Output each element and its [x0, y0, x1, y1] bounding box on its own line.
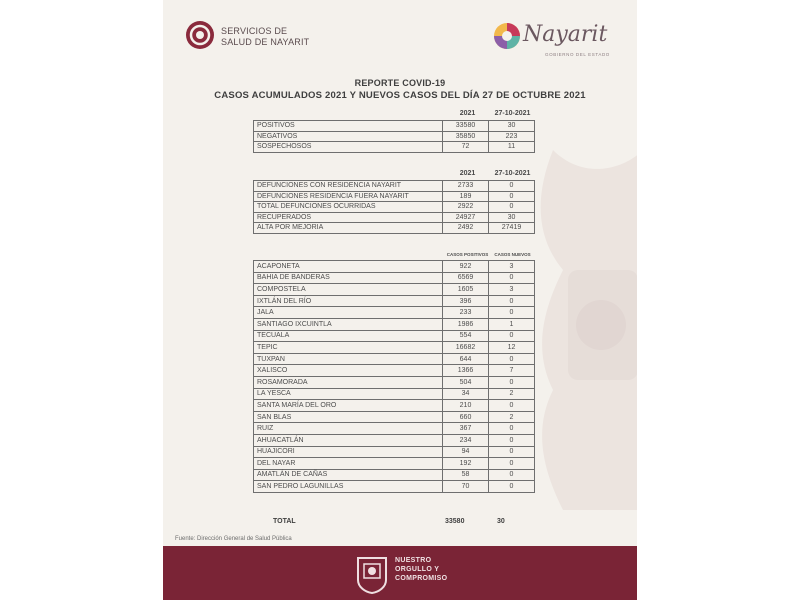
slogan	[395, 556, 447, 583]
row-value-day: 223	[489, 131, 535, 142]
positive-cases: 16682	[443, 342, 489, 354]
slogan-line2: ORGULLO Y	[395, 566, 440, 573]
t3-header-new: CASOS NUEVOS	[494, 252, 531, 257]
table-row	[254, 365, 535, 377]
new-cases: 0	[489, 458, 535, 470]
positive-cases: 58	[443, 469, 489, 481]
t2-header-date: 27-10-2021	[494, 170, 531, 177]
row-value-day: 30	[489, 121, 535, 132]
table-row	[254, 295, 535, 307]
table-row	[254, 469, 535, 481]
new-cases: 0	[489, 423, 535, 435]
positive-cases: 234	[443, 434, 489, 446]
total-label: TOTAL	[273, 518, 296, 525]
positive-cases: 233	[443, 307, 489, 319]
left-logo-line1: SERVICIOS DE	[221, 26, 288, 36]
report-card	[163, 0, 637, 600]
table-row	[254, 121, 535, 132]
new-cases: 0	[489, 295, 535, 307]
row-value-day: 11	[489, 142, 535, 153]
positive-cases: 504	[443, 376, 489, 388]
row-label: TOTAL DEFUNCIONES OCURRIDAS	[254, 202, 443, 213]
row-value-day: 30	[489, 212, 535, 223]
new-cases: 0	[489, 353, 535, 365]
positive-cases: 1366	[443, 365, 489, 377]
table-row	[254, 434, 535, 446]
table-row	[254, 342, 535, 354]
table-row	[254, 272, 535, 284]
row-value-2021: 2733	[443, 181, 489, 192]
total-positive: 33580	[445, 518, 465, 525]
row-value-2021: 33580	[443, 121, 489, 132]
nayarit-wordmark: Nayarit	[523, 22, 608, 47]
new-cases: 0	[489, 400, 535, 412]
row-label: DEFUNCIONES CON RESIDENCIA NAYARIT	[254, 181, 443, 192]
row-value-2021: 72	[443, 142, 489, 153]
positive-cases: 1986	[443, 318, 489, 330]
row-label: RECUPERADOS	[254, 212, 443, 223]
positive-cases: 922	[443, 261, 489, 273]
table-row	[254, 202, 535, 213]
t1-header-date: 27-10-2021	[494, 110, 531, 117]
positive-cases: 396	[443, 295, 489, 307]
table-row	[254, 330, 535, 342]
municipality-name: BAHIA DE BANDERAS	[254, 272, 443, 284]
t1-header-2021: 2021	[459, 110, 476, 117]
table-row	[254, 212, 535, 223]
positive-cases: 94	[443, 446, 489, 458]
new-cases: 7	[489, 365, 535, 377]
source-note: Fuente: Dirección General de Salud Pública	[175, 536, 292, 542]
municipality-name: HUAJICORI	[254, 446, 443, 458]
new-cases: 2	[489, 388, 535, 400]
left-logo-line2: SALUD DE NAYARIT	[221, 37, 310, 47]
table-row	[254, 261, 535, 273]
table-row	[254, 223, 535, 234]
new-cases: 0	[489, 481, 535, 493]
report-subtitle: CASOS ACUMULADOS 2021 Y NUEVOS CASOS DEL DÍA 27 DE OCTUBRE 2021	[214, 90, 586, 101]
new-cases: 0	[489, 434, 535, 446]
t3-header-positive: CASOS POSITIVOS	[446, 252, 489, 257]
row-label: NEGATIVOS	[254, 131, 443, 142]
deaths-recovered-table	[253, 180, 535, 234]
municipality-name: TECUALA	[254, 330, 443, 342]
new-cases: 3	[489, 261, 535, 273]
row-value-day: 27419	[489, 223, 535, 234]
row-value-2021: 2922	[443, 202, 489, 213]
table-row	[254, 411, 535, 423]
municipality-name: SAN PEDRO LAGUNILLAS	[254, 481, 443, 493]
municipality-name: JALA	[254, 307, 443, 319]
state-crest-watermark-icon	[523, 150, 637, 510]
state-emblem-icon	[355, 554, 389, 594]
row-value-2021: 35850	[443, 131, 489, 142]
table-row	[254, 481, 535, 493]
row-label: DEFUNCIONES RESIDENCIA FUERA NAYARIT	[254, 191, 443, 202]
municipality-name: XALISCO	[254, 365, 443, 377]
salud-logo-icon	[185, 20, 215, 50]
municipality-name: ROSAMORADA	[254, 376, 443, 388]
slogan-line3: COMPROMISO	[395, 575, 448, 582]
municipality-name: TUXPAN	[254, 353, 443, 365]
row-value-2021: 189	[443, 191, 489, 202]
row-label: SOSPECHOSOS	[254, 142, 443, 153]
t2-header-2021: 2021	[459, 170, 476, 177]
municipality-name: AHUACATLÁN	[254, 434, 443, 446]
total-row	[253, 516, 533, 528]
footer-banner	[163, 546, 637, 600]
municipality-name: SAN BLAS	[254, 411, 443, 423]
municipality-name: ACAPONETA	[254, 261, 443, 273]
report-title: REPORTE COVID-19	[354, 78, 446, 88]
row-value-day: 0	[489, 202, 535, 213]
municipality-name: COMPOSTELA	[254, 284, 443, 296]
new-cases: 2	[489, 411, 535, 423]
table-row	[254, 376, 535, 388]
row-label: ALTA POR MEJORIA	[254, 223, 443, 234]
salud-nayarit-logo	[185, 20, 345, 52]
table-row	[254, 142, 535, 153]
new-cases: 0	[489, 330, 535, 342]
municipality-name: RUIZ	[254, 423, 443, 435]
row-value-day: 0	[489, 181, 535, 192]
new-cases: 3	[489, 284, 535, 296]
positive-cases: 192	[443, 458, 489, 470]
municipality-name: DEL NAYAR	[254, 458, 443, 470]
new-cases: 0	[489, 469, 535, 481]
municipality-name: AMATLÁN DE CAÑAS	[254, 469, 443, 481]
table-row	[254, 446, 535, 458]
table-row	[254, 307, 535, 319]
positive-cases: 367	[443, 423, 489, 435]
positive-cases: 6569	[443, 272, 489, 284]
municipality-table	[253, 260, 535, 493]
positive-cases: 1605	[443, 284, 489, 296]
new-cases: 0	[489, 376, 535, 388]
table-row	[254, 181, 535, 192]
nayarit-subtitle: GOBIERNO DEL ESTADO	[545, 52, 610, 57]
table-row	[254, 423, 535, 435]
municipality-name: IXTLÁN DEL RÍO	[254, 295, 443, 307]
table-row	[254, 284, 535, 296]
positive-cases: 34	[443, 388, 489, 400]
new-cases: 0	[489, 307, 535, 319]
table-row	[254, 400, 535, 412]
municipality-name: SANTIAGO IXCUINTLA	[254, 318, 443, 330]
municipality-name: TEPIC	[254, 342, 443, 354]
table-row	[254, 131, 535, 142]
table-row	[254, 318, 535, 330]
row-value-2021: 24927	[443, 212, 489, 223]
positive-cases: 660	[443, 411, 489, 423]
row-value-2021: 2492	[443, 223, 489, 234]
positive-cases: 210	[443, 400, 489, 412]
slogan-line1: NUESTRO	[395, 557, 432, 564]
table-row	[254, 191, 535, 202]
positive-cases: 644	[443, 353, 489, 365]
new-cases: 0	[489, 272, 535, 284]
table-row	[254, 353, 535, 365]
row-label: POSITIVOS	[254, 121, 443, 132]
nayarit-logo-icon	[493, 22, 521, 50]
cases-summary-table	[253, 120, 535, 153]
positive-cases: 70	[443, 481, 489, 493]
table-row	[254, 458, 535, 470]
municipality-name: SANTA MARÍA DEL ORO	[254, 400, 443, 412]
row-value-day: 0	[489, 191, 535, 202]
nayarit-government-logo	[493, 18, 623, 62]
new-cases: 1	[489, 318, 535, 330]
total-new: 30	[497, 518, 505, 525]
positive-cases: 554	[443, 330, 489, 342]
new-cases: 0	[489, 446, 535, 458]
new-cases: 12	[489, 342, 535, 354]
municipality-name: LA YESCA	[254, 388, 443, 400]
table-row	[254, 388, 535, 400]
